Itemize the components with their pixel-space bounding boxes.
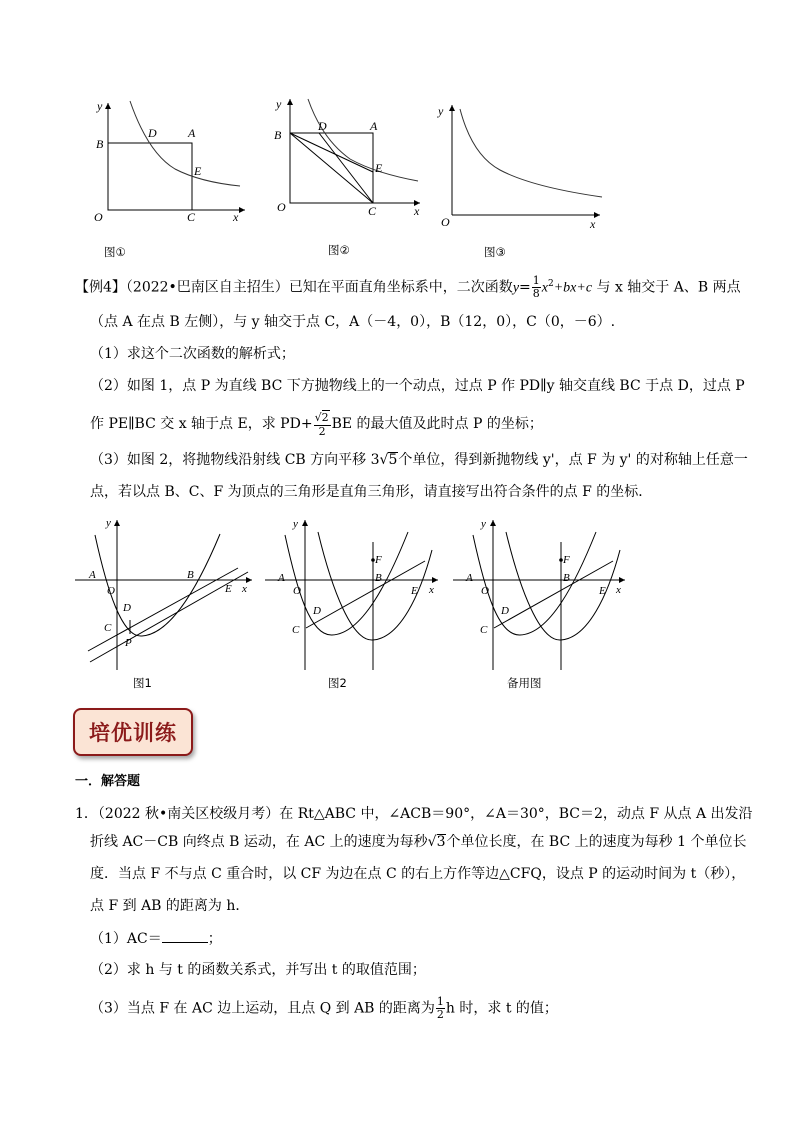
ex4-q2-frac-den: 2 [318, 425, 326, 438]
fig1-origin-label: O [94, 210, 103, 224]
fig3-caption: 图③ [484, 245, 506, 259]
figure-1 [94, 99, 245, 224]
fig1-a-label: A [188, 126, 196, 140]
mid2-e-label: E [411, 585, 418, 597]
ex4-fraction [532, 275, 541, 300]
ex4-q3-sqrt-sign: √ [379, 452, 389, 468]
ex4-question-2-line-2 [90, 410, 543, 438]
mid3-e-label: E [599, 585, 606, 597]
p1-q1-text-a: （1）AC＝ [90, 931, 162, 947]
ex4-l1-bxc: +bx+c [553, 280, 593, 296]
mid1-d-label: D [123, 602, 131, 614]
p1-q3-text-b: h 时，求 t 的值； [445, 1000, 558, 1017]
mid1-e-label: E [225, 583, 232, 595]
ex4-line-1 [75, 274, 741, 300]
mid1-a-label: A [89, 569, 96, 581]
p1-q3-text-a: （3）当点 F 在 AC 边上运动，且点 Q 到 AB 的距离为 [90, 1000, 435, 1017]
ex4-l1-x: x [541, 280, 548, 296]
section-heading: 一．解答题 [75, 774, 141, 789]
fig1-x-label: x [233, 210, 239, 224]
figure-3 [437, 104, 602, 231]
p1-sqrt-sign: √ [427, 834, 437, 850]
ex4-q2-frac-num: √2 [314, 411, 329, 424]
ex4-l1-y: y [512, 280, 520, 296]
fig1-y-label: y [97, 99, 103, 113]
ex4-tag: 【例4】 [75, 279, 126, 296]
ex4-source: （2022•巴南区自主招生） [125, 279, 289, 296]
ex4-q3-text-b: 个单位，得到新抛物线 y'，点 F 为 y' 的对称轴上任意一 [398, 452, 748, 468]
fig2-b-label: B [274, 128, 282, 142]
fig2-d-label: D [318, 119, 327, 133]
mid2-b-label: B [375, 572, 382, 584]
section-badge [73, 708, 193, 756]
fig2-x-label: x [414, 204, 420, 218]
mid1-x-label: x [242, 583, 247, 595]
problem-1 [75, 800, 753, 1030]
p1-sqrt-val: 3 [436, 834, 446, 850]
mid3-f-label: F [563, 554, 570, 566]
p1-q3-frac-num: 1 [436, 995, 444, 1008]
ex4-frac-num: 1 [532, 274, 540, 288]
mid3-a-label: A [466, 572, 473, 584]
p1-q3-fraction [436, 996, 445, 1021]
section-badge-label: 培优训练 [89, 721, 177, 745]
p1-q3-frac-den: 2 [436, 1008, 444, 1021]
p1-question-2: （2）求 h 与 t 的函数关系式，并写出 t 的取值范围； [90, 962, 426, 978]
p1-l2-text-a: 折线 AC－CB 向终点 B 运动，在 AC 上的速度为每秒 [90, 834, 428, 850]
fig2-c-label: C [368, 204, 377, 218]
p1-question-3 [90, 996, 558, 1021]
p1-l2-text-b: 个单位长度，在 BC 上的速度为每秒 1 个单位长 [446, 834, 747, 850]
example-4 [75, 270, 748, 510]
figure-2 [274, 97, 420, 218]
ex4-q2-text-a: 作 PE∥BC 交 x 轴于点 E，求 PD+ [90, 416, 313, 432]
fig3-y-label: y [438, 104, 444, 118]
fig1-c-label: C [187, 210, 196, 224]
ex4-q3-text-a: （3）如图 2，将抛物线沿射线 CB 方向平移 3 [90, 452, 380, 468]
mid2-c-label: C [292, 624, 300, 636]
mid2-origin-label: O [293, 585, 301, 597]
ex4-q3-sqrt-val: 5 [388, 452, 398, 468]
mid1-origin-label: O [107, 585, 115, 597]
p1-line-2 [90, 832, 746, 852]
p1-q1-answer-blank[interactable] [162, 928, 208, 943]
ex4-l1-sup: 2 [547, 279, 554, 289]
mid-fig2-caption: 图2 [328, 676, 347, 690]
ex4-l1-eq: = [519, 279, 531, 296]
ex4-l1-end: 与 x 轴交于 A、B 两点 [592, 279, 741, 296]
top-figures [80, 95, 700, 240]
middle-figures [70, 510, 730, 680]
fig2-a-label: A [370, 119, 378, 133]
mid3-c-label: C [480, 624, 488, 636]
figure-mid-1 [75, 517, 252, 670]
ex4-l1-text: 已知在平面直角坐标系中，二次函数 [288, 279, 513, 296]
mid-fig1-caption: 图1 [133, 676, 152, 690]
mid1-p-label: P [125, 637, 132, 649]
mid2-y-label: y [293, 518, 298, 530]
fig2-origin-label: O [277, 200, 286, 214]
ex4-question-2-line-1: （2）如图 1，点 P 为直线 BC 下方抛物线上的一个动点，过点 P 作 PD∥y 轴交直线 BC 于点 D，过点 P [90, 378, 745, 394]
ex4-frac-den: 8 [532, 287, 540, 301]
ex4-q2-sqrt-val: 2 [321, 411, 329, 424]
mid2-a-label: A [278, 572, 285, 584]
mid3-origin-label: O [481, 585, 489, 597]
ex4-q2-fraction [314, 410, 331, 438]
ex4-question-1: （1）求这个二次函数的解析式； [90, 346, 295, 362]
fig2-e-label: E [375, 161, 383, 175]
fig3-origin-label: O [441, 215, 450, 229]
fig1-caption: 图① [104, 245, 126, 259]
mid2-f-label: F [375, 554, 382, 566]
fig2-y-label: y [276, 97, 282, 111]
p1-line-1: 1．（2022 秋•南关区校级月考）在 Rt△ABC 中，∠ACB＝90°，∠A＝30°，BC＝2，动点 F 从点 A 出发沿 [75, 806, 753, 822]
figure-mid-2 [265, 518, 438, 670]
mid2-d-label: D [313, 605, 321, 617]
mid1-b-label: B [187, 569, 194, 581]
p1-q1-text-b: ； [207, 931, 222, 947]
fig1-b-label: B [96, 137, 104, 151]
ex4-q2-text-b: BE 的最大值及此时点 P 的坐标； [331, 416, 543, 432]
mid2-x-label: x [429, 584, 434, 596]
mid3-d-label: D [501, 605, 509, 617]
p1-line-4: 点 F 到 AB 的距离为 h． [90, 898, 250, 914]
fig1-e-label: E [194, 164, 202, 178]
mid3-x-label: x [616, 584, 621, 596]
p1-question-1 [90, 928, 222, 949]
mid3-y-label: y [481, 518, 486, 530]
ex4-question-3-line-1 [90, 450, 748, 470]
mid1-c-label: C [104, 622, 112, 634]
fig2-caption: 图② [328, 243, 350, 257]
mid-fig3-caption: 备用图 [507, 676, 542, 690]
p1-line-3: 度．当点 F 不与点 C 重合时，以 CF 为边在点 C 的右上方作等边△CFQ，设点 P 的运动时间为 t（秒）， [90, 866, 746, 882]
fig3-x-label: x [590, 217, 596, 231]
mid1-y-label: y [106, 517, 111, 529]
ex4-line-2: （点 A 在点 B 左侧），与 y 轴交于点 C，A（－4，0），B（12，0），C（0，－6）. [90, 314, 616, 330]
ex4-question-3-line-2: 点，若以点 B、C、F 为顶点的三角形是直角三角形，请直接写出符合条件的点 F 的坐标． [90, 484, 653, 500]
fig1-d-label: D [148, 126, 157, 140]
figure-mid-3 [453, 518, 625, 670]
mid3-b-label: B [563, 572, 570, 584]
